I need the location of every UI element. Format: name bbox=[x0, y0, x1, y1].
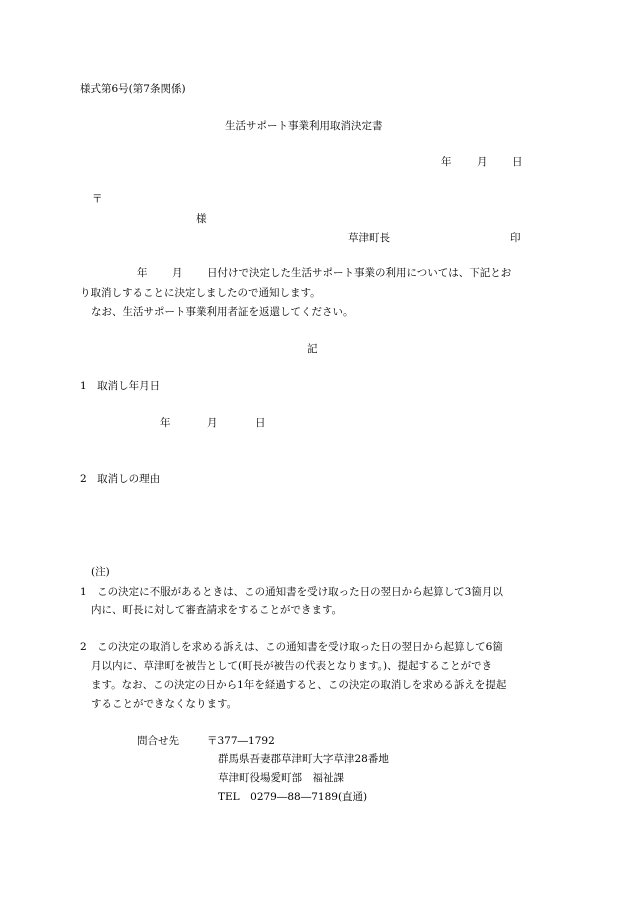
issuer-seal: 印 bbox=[510, 232, 521, 244]
body-month: 月 bbox=[172, 267, 183, 279]
form-number: 様式第6号(第7条関係) bbox=[80, 83, 186, 95]
note2-line1: 2 この決定の取消しを求める訴えは、この通知書を受け取った日の翌日から起算して6箇 bbox=[80, 641, 503, 653]
postal-mark: 〒 bbox=[92, 193, 103, 205]
item1-label: 1 取消し年月日 bbox=[80, 380, 161, 392]
date-month: 月 bbox=[477, 156, 488, 168]
note1-line2: 内に、町長に対して審査請求をすることができます。 bbox=[91, 604, 343, 616]
document-title: 生活サポート事業利用取消決定書 bbox=[225, 120, 383, 132]
date-year: 年 bbox=[441, 156, 452, 168]
item1-day: 日 bbox=[255, 417, 266, 429]
body-year: 年 bbox=[137, 267, 148, 279]
note2-line4: することができなくなります。 bbox=[91, 698, 238, 710]
contact-postal: 〒377―1792 bbox=[207, 735, 275, 747]
date-day: 日 bbox=[512, 156, 523, 168]
issuer-name: 草津町長 bbox=[348, 232, 390, 244]
item1-month: 月 bbox=[207, 417, 218, 429]
body-text-1: 日付けで決定した生活サポート事業の利用については、下記とお bbox=[207, 267, 512, 279]
item1-year: 年 bbox=[160, 417, 171, 429]
recipient-suffix: 様 bbox=[196, 213, 207, 225]
note1-line1: 1 この決定に不服があるときは、この通知書を受け取った日の翌日から起算して3箇月以 bbox=[80, 586, 503, 598]
note2-line2: 月以内に、草津町を被告として(町長が被告の代表となります。)、提起することができ bbox=[91, 660, 493, 672]
contact-address: 群馬県吾妻郡草津町大字草津28番地 bbox=[218, 753, 389, 765]
body-text-2: り取消しすることに決定しましたので通知します。 bbox=[80, 287, 321, 299]
contact-tel: TEL 0279―88―7189(直通) bbox=[218, 791, 368, 803]
ki-label: 記 bbox=[307, 343, 318, 355]
contact-label: 問合せ先 bbox=[137, 735, 179, 747]
notes-heading: (注) bbox=[91, 566, 110, 578]
item2-label: 2 取消しの理由 bbox=[80, 473, 161, 485]
note2-line3: ます。なお、この決定の日から1年を経過すると、この決定の取消しを求める訴えを提起 bbox=[91, 679, 507, 691]
body-text-3: なお、生活サポート事業利用者証を返還してください。 bbox=[91, 306, 354, 318]
contact-department: 草津町役場愛町部 福祉課 bbox=[218, 772, 344, 784]
